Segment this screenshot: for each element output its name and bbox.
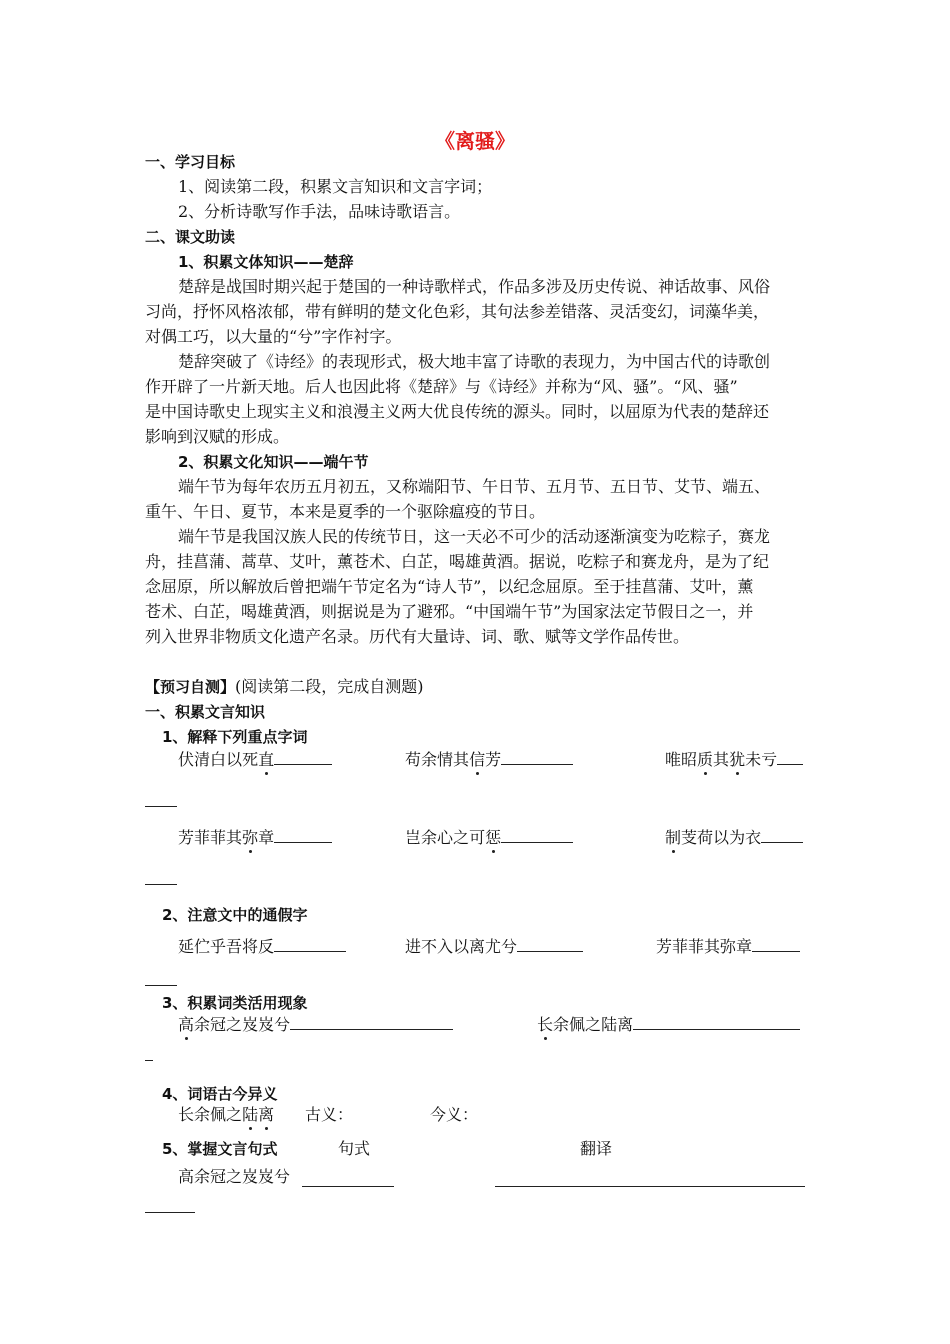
q1-phrase: 苟余情其信芳: [405, 750, 502, 769]
paragraph-line: 苍术、白芷，喝雄黄酒，则据说是为了避邪。“中国端午节”为国家法定节假日之一，并: [145, 602, 754, 621]
q1-item: [178, 826, 332, 849]
q1-phrase: 伏清白以死直: [178, 750, 275, 769]
q2-item: [178, 935, 346, 958]
paragraph-line: 影响到汉赋的形成。: [145, 427, 290, 446]
answer-blank[interactable]: [777, 748, 803, 765]
q3-item: [178, 1013, 453, 1036]
answer-blank[interactable]: [274, 826, 332, 843]
preview-title: 【预习自测】: [145, 678, 236, 696]
preview-heading: [145, 676, 424, 698]
paragraph-line: 端午节是我国汉族人民的传统节日，这一天必不可少的活动逐渐演变为吃粽子，赛龙: [178, 527, 771, 546]
answer-blank[interactable]: [274, 935, 346, 952]
q2-heading: 2、注意文中的通假字: [162, 906, 308, 924]
answer-blank-continued[interactable]: [145, 1060, 153, 1061]
emphasis-dot-char: 陆: [242, 1105, 259, 1124]
emphasis-dot-char: 惩: [485, 828, 502, 847]
goal-item-1: 1、阅读第二段，积累文言知识和文言字词；: [178, 177, 493, 196]
q5-column-sentence-pattern: 句式: [338, 1139, 371, 1158]
emphasis-dot-char: 长: [537, 1015, 554, 1034]
paragraph-line: 端午节为每年农历五月初五，又称端阳节、午日节、五月节、五日节、艾节、端五、: [178, 477, 771, 496]
q5-heading: 5、掌握文言句式: [162, 1140, 278, 1158]
goal-item-2: 2、分析诗歌写作手法，品味诗歌语言。: [178, 202, 461, 221]
answer-blank[interactable]: [752, 935, 800, 952]
preview-note: (阅读第二段，完成自测题): [235, 677, 424, 696]
emphasis-dot-char: 信: [469, 750, 486, 769]
answer-blank-continued[interactable]: [145, 985, 177, 986]
guide-subheading-duanwu: 2、积累文化知识——端午节: [178, 453, 369, 471]
emphasis-dot-char: 制: [665, 828, 682, 847]
paragraph-line: 是中国诗歌史上现实主义和浪漫主义两大优良传统的源头。同时，以屈原为代表的楚辞还: [145, 402, 770, 421]
answer-blank[interactable]: [633, 1013, 800, 1030]
paragraph-line: 对偶工巧，以大量的“兮”字作衬字。: [145, 327, 402, 346]
paragraph-line: 习尚，抒怀风格浓郁，带有鲜明的楚文化色彩，其句法参差错落、灵活变幻，词藻华美，: [145, 302, 770, 321]
answer-blank[interactable]: [501, 826, 573, 843]
q1-heading: 1、解释下列重点字词: [162, 728, 308, 746]
emphasis-dot-char: 直: [258, 750, 275, 769]
q3-heading: 3、积累词类活用现象: [162, 994, 308, 1012]
q1-item: [405, 748, 573, 771]
answer-blank[interactable]: [761, 826, 803, 843]
q1-item: [178, 748, 332, 771]
q5-column-translation: 翻译: [580, 1139, 613, 1158]
paragraph-line: 重午、午日、夏节，本来是夏季的一个驱除瘟疫的节日。: [145, 502, 546, 521]
page-title: 《离骚》: [435, 129, 515, 153]
paragraph-line: 舟，挂菖蒲、蒿草、艾叶，薰苍术、白芷，喝雄黄酒。据说，吃粽子和赛龙舟，是为了纪: [145, 552, 770, 571]
q1-phrase: 芳菲菲其弥章: [178, 828, 275, 847]
q3-phrase: 高余冠之岌岌兮: [178, 1015, 291, 1034]
paragraph-line: 念屈原，所以解放后曾把端午节定名为“诗人节”，以纪念屈原。至于挂菖蒲、艾叶，薰: [145, 577, 754, 596]
emphasis-dot-char: 犹: [729, 750, 746, 769]
goals-heading: 一、学习目标: [145, 153, 236, 171]
q4-new-meaning-label: 今义：: [430, 1105, 479, 1124]
translation-blank-continued[interactable]: [145, 1212, 195, 1213]
q1-item: [405, 826, 573, 849]
answer-blank[interactable]: [290, 1013, 453, 1030]
answer-blank[interactable]: [517, 935, 583, 952]
q3-phrase: 长余佩之陆离: [537, 1015, 634, 1034]
q1-item: [665, 748, 803, 771]
paragraph-line: 楚辞突破了《诗经》的表现形式，极大地丰富了诗歌的表现力，为中国古代的诗歌创: [178, 352, 771, 371]
paragraph-line: 作开辟了一片新天地。后人也因此将《楚辞》与《诗经》并称为“风、骚”。“风、骚”: [145, 377, 738, 396]
guide-heading: 二、课文助读: [145, 228, 236, 246]
q2-phrase: 芳菲菲其弥章: [656, 937, 753, 956]
section-heading-wenyan: 一、积累文言知识: [145, 703, 266, 721]
answer-blank[interactable]: [274, 748, 332, 765]
q4-heading: 4、词语古今异义: [162, 1085, 278, 1103]
q2-phrase: 延伫乎吾将反: [178, 937, 275, 956]
q1-phrase: 唯昭质其犹未亏: [665, 750, 778, 769]
sentence-pattern-blank[interactable]: [302, 1186, 394, 1187]
emphasis-dot-char: 离: [258, 1105, 275, 1124]
paragraph-line: 楚辞是战国时期兴起于楚国的一种诗歌样式，作品多涉及历史传说、神话故事、风俗: [178, 277, 771, 296]
q2-item: [656, 935, 800, 958]
answer-blank[interactable]: [501, 748, 573, 765]
q1-phrase: 岂余心之可惩: [405, 828, 502, 847]
q2-phrase: 进不入以离尤兮: [405, 937, 518, 956]
guide-subheading-chuci: 1、积累文体知识——楚辞: [178, 253, 354, 271]
q5-phrase: 高余冠之岌岌兮: [178, 1167, 291, 1186]
translation-blank[interactable]: [495, 1186, 805, 1187]
emphasis-dot-char: 质: [697, 750, 714, 769]
q4-old-meaning-label: 古义：: [305, 1105, 354, 1124]
q2-item: [405, 935, 583, 958]
emphasis-dot-char: 弥: [242, 828, 259, 847]
paragraph-line: 列入世界非物质文化遗产名录。历代有大量诗、词、歌、赋等文学作品传世。: [145, 627, 690, 646]
q1-item: [665, 826, 803, 849]
q1-phrase: 制芰荷以为衣: [665, 828, 762, 847]
q3-item: [537, 1013, 800, 1036]
answer-blank-continued[interactable]: [145, 806, 177, 807]
answer-blank-continued[interactable]: [145, 884, 177, 885]
q4-phrase: 长余佩之陆离: [178, 1105, 275, 1124]
emphasis-dot-char: 高: [178, 1015, 195, 1034]
